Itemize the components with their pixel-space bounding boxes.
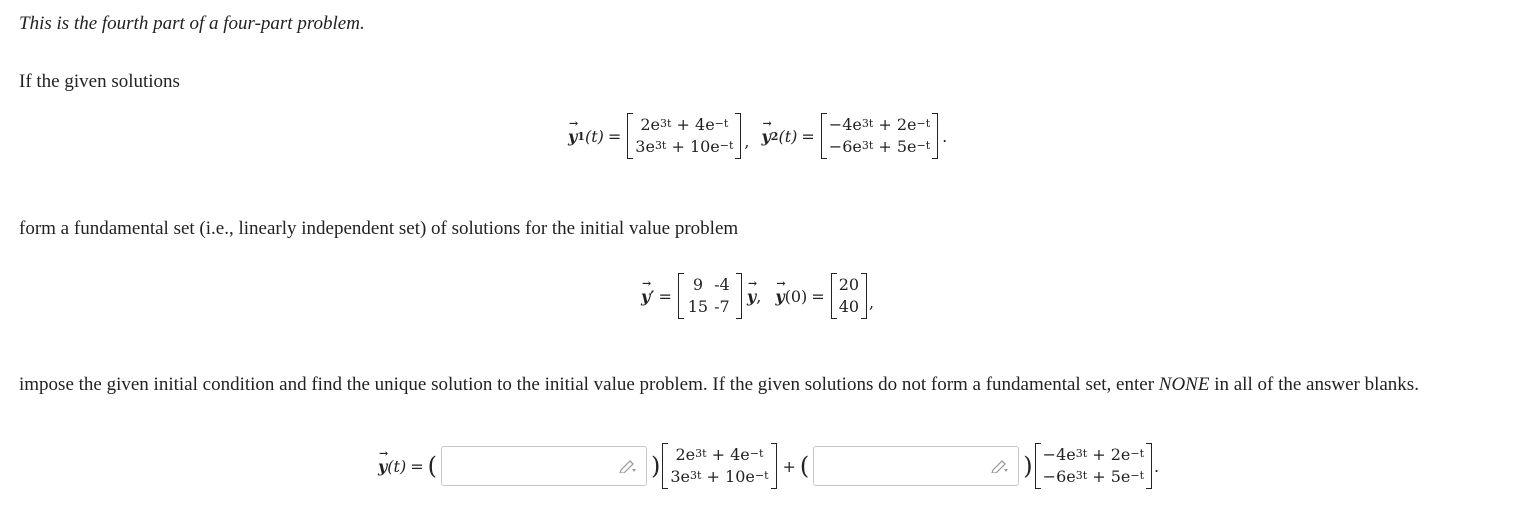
- y1-matrix: [627, 113, 741, 159]
- pencil-icon[interactable]: [991, 459, 1009, 473]
- fundamental-set-text: form a fundamental set (i.e., linearly independent set) of solutions for the initial value problem: [19, 218, 739, 239]
- ivp-display: → y ′ = 9 -4 15 -7 → y , → y (0) = 20 40 ,: [641, 273, 874, 319]
- y1-entry-2: 3e $^{3t}$ + 10e $^{-t}$: [635, 137, 734, 156]
- y1-entry-1: 2e $^{3t}$ + 4e $^{-t}$: [640, 115, 729, 134]
- answer-y2-matrix: −4e $^{3t}$ + 2e $^{-t}$ −6e $^{3t}$ + 5e $^{-t}$: [1035, 443, 1152, 489]
- problem-intro: This is the fourth part of a four-part problem.: [19, 13, 365, 34]
- answer-y-symbol: → y: [378, 457, 387, 476]
- instructions-text: impose the given initial condition and find the unique solution to the initial value problem. If the given solutions do not form a fundamental set, enter NONE in all of the answer blanks.: [19, 374, 1419, 395]
- y2-entry-1: −4e $^{3t}$ + 2e $^{-t}$: [828, 115, 931, 134]
- none-keyword: NONE: [1158, 374, 1210, 395]
- given-solutions-text: If the given solutions: [19, 71, 180, 92]
- initial-vector: 20 40: [831, 273, 867, 319]
- y0-symbol: → y: [775, 287, 784, 306]
- solutions-display: → y 1 (t) = 2e $^{3t}$ + 4e $^{-t}$ 3e $^{3t}$ + 10e $^{-t}$ , → y 2 (t) = −4e $^{3t}$ + 2e $^{-t}$ −6e $^{3t}$ + 5e $^{-t}$ .: [568, 113, 947, 159]
- answer-row: → y (t) = ( ) 2e $^{3t}$ + 4e $^{-t}$ 3e $^{3t}$ + 10e $^{-t}$ + ( ) −4e $^{3t}$ + 2e $^{-t}$ −6e $^{3t}$ + 5e $^{-t}$ .: [378, 443, 1159, 489]
- c2-input[interactable]: [813, 446, 1019, 486]
- y2-matrix: [821, 113, 938, 159]
- coefficient-matrix: 9 -4 15 -7: [678, 273, 742, 319]
- answer-y1-matrix: 2e $^{3t}$ + 4e $^{-t}$ 3e $^{3t}$ + 10e $^{-t}$: [662, 443, 776, 489]
- y-prime-symbol: → y: [641, 287, 650, 306]
- c1-input[interactable]: [441, 446, 647, 486]
- y2-symbol: → y: [762, 127, 771, 146]
- pencil-icon[interactable]: [619, 459, 637, 473]
- y1-symbol: → y: [568, 127, 577, 146]
- y2-entry-2: −6e $^{3t}$ + 5e $^{-t}$: [828, 137, 931, 156]
